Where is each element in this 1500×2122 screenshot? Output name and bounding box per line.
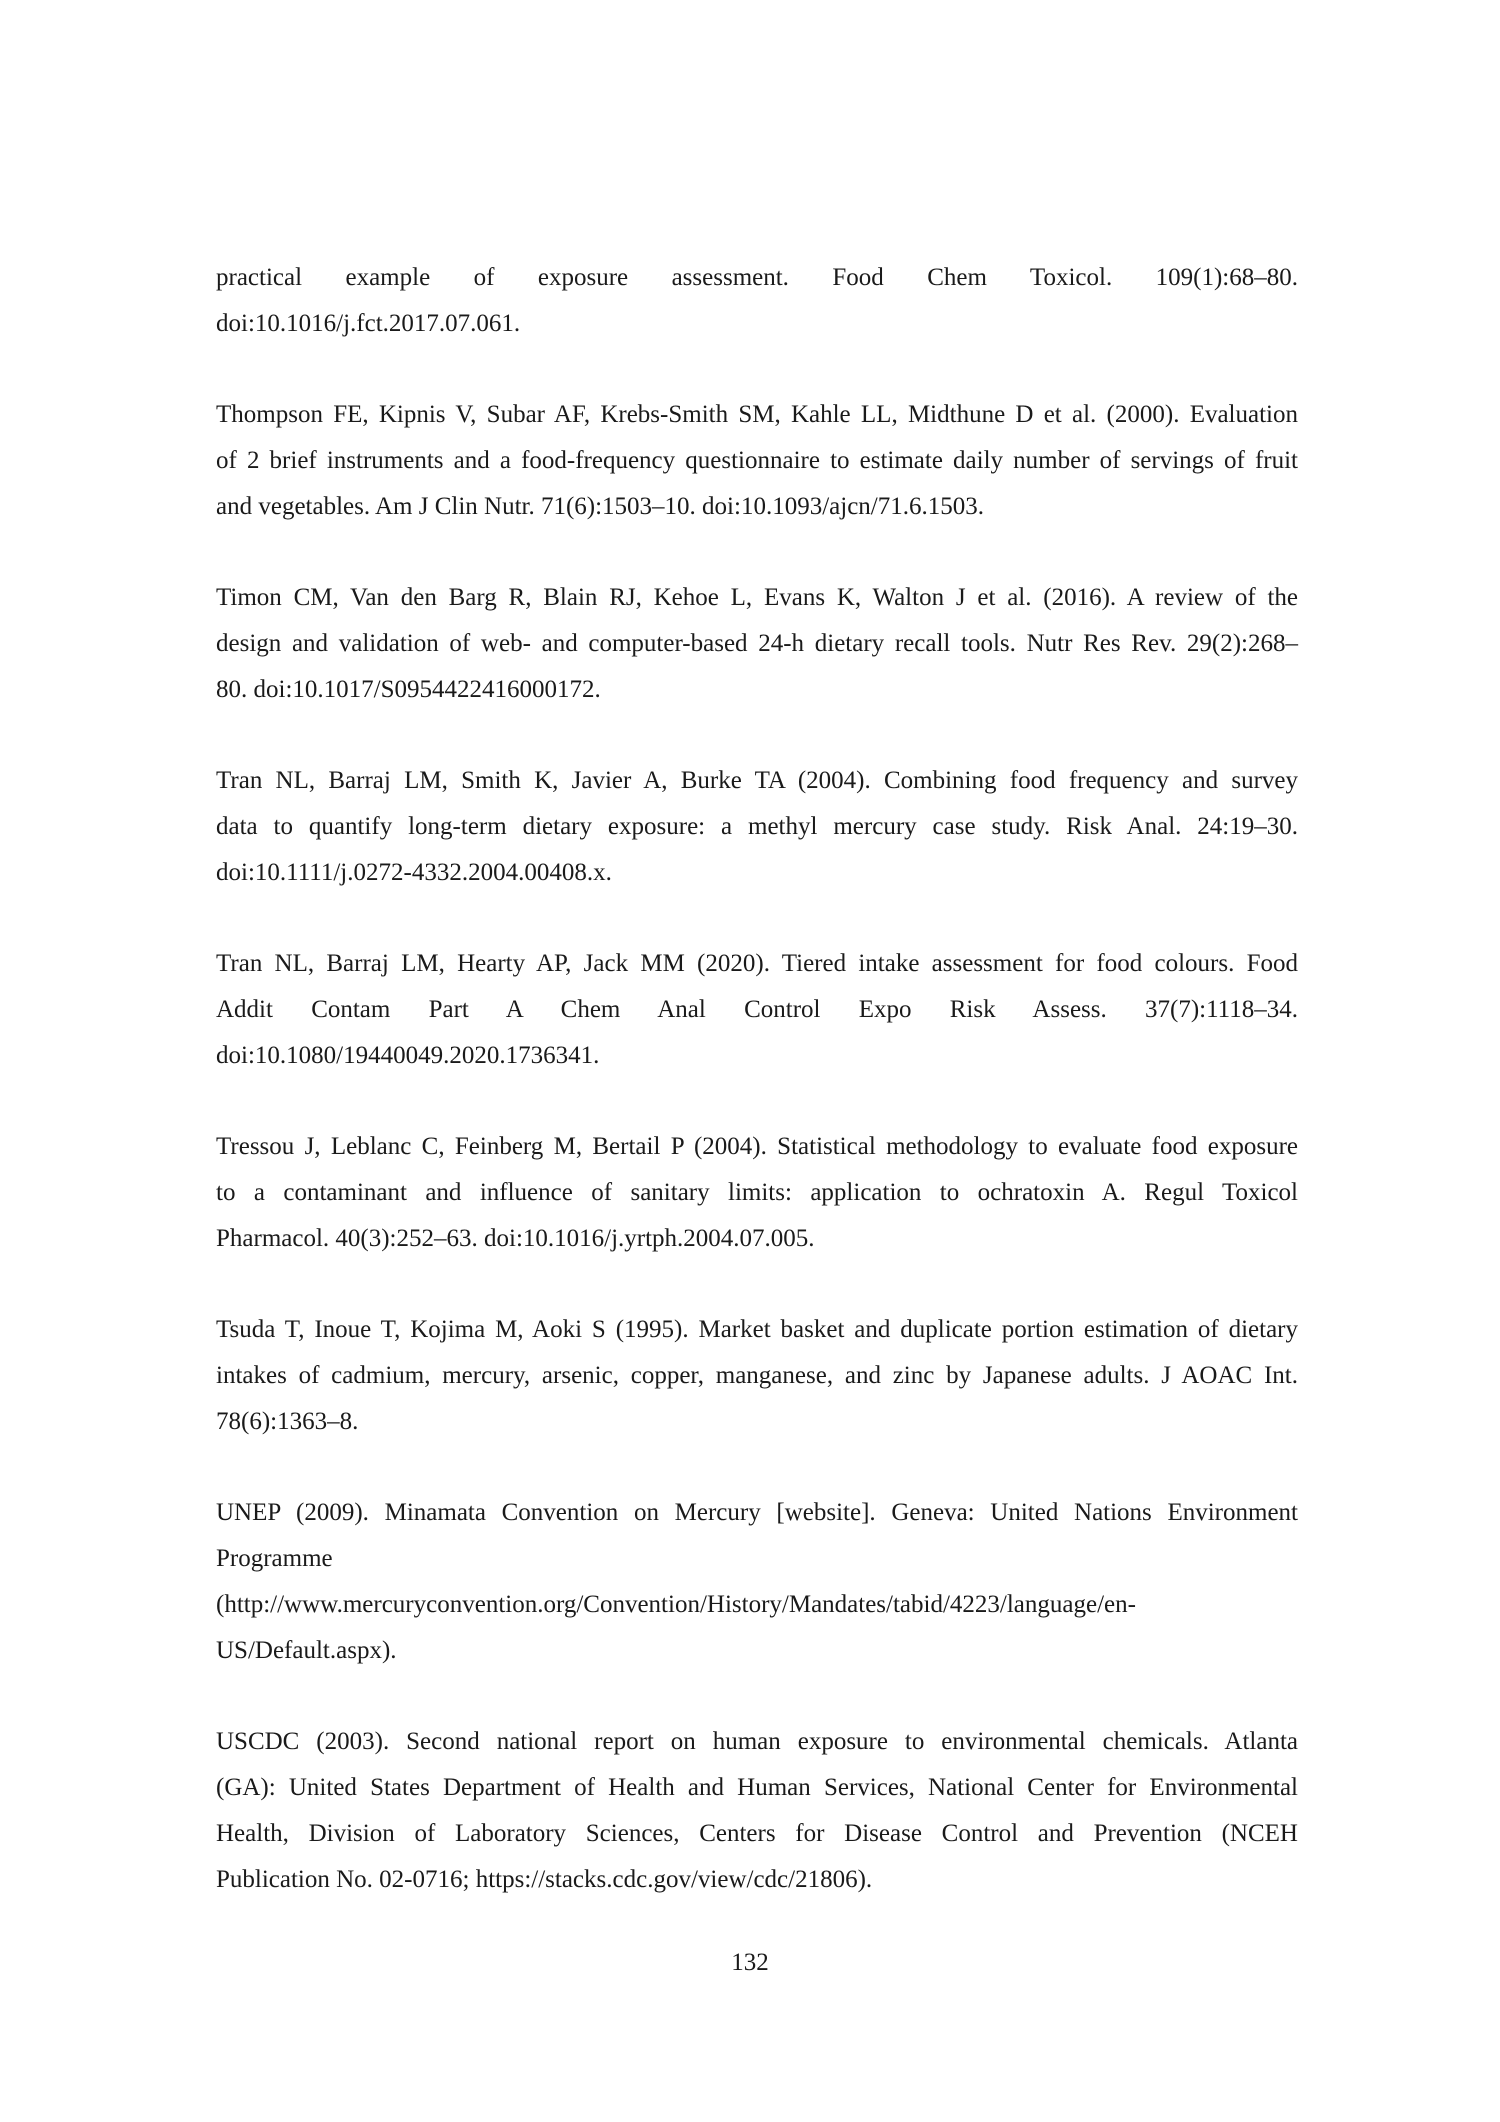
- reference-line: Addit Contam Part A Chem Anal Control Expo Risk Assess. 37(7):1118–34.: [216, 996, 1298, 1023]
- reference-line: and vegetables. Am J Clin Nutr. 71(6):1503–10. doi:10.1093/ajcn/71.6.1503.: [216, 493, 984, 520]
- reference-line: Tran NL, Barraj LM, Smith K, Javier A, Burke TA (2004). Combining food frequency and survey: [216, 767, 1298, 794]
- reference-list: [216, 255, 1298, 1903]
- reference-line: 80. doi:10.1017/S0954422416000172.: [216, 676, 601, 703]
- reference-entry: [216, 758, 1298, 896]
- reference-line: to a contaminant and influence of sanitary limits: application to ochratoxin A. Regul Toxicol: [216, 1179, 1298, 1206]
- reference-line: Thompson FE, Kipnis V, Subar AF, Krebs-Smith SM, Kahle LL, Midthune D et al. (2000). Evaluation: [216, 401, 1298, 428]
- reference-entry: [216, 1490, 1298, 1674]
- reference-line: design and validation of web- and computer-based 24-h dietary recall tools. Nutr Res Rev. 29(2):268–: [216, 630, 1298, 657]
- reference-line: doi:10.1016/j.fct.2017.07.061.: [216, 310, 521, 337]
- reference-line: UNEP (2009). Minamata Convention on Mercury [website]. Geneva: United Nations Environment: [216, 1499, 1298, 1526]
- reference-line: Pharmacol. 40(3):252–63. doi:10.1016/j.yrtph.2004.07.005.: [216, 1225, 815, 1252]
- reference-line: intakes of cadmium, mercury, arsenic, copper, manganese, and zinc by Japanese adults. J AOAC Int.: [216, 1362, 1298, 1389]
- reference-line: (http://www.mercuryconvention.org/Convention/History/Mandates/tabid/4223/language/en-: [216, 1591, 1136, 1618]
- reference-line: doi:10.1080/19440049.2020.1736341.: [216, 1042, 600, 1069]
- reference-entry: [216, 255, 1298, 347]
- reference-line: Publication No. 02-0716; https://stacks.cdc.gov/view/cdc/21806).: [216, 1866, 873, 1893]
- reference-line: 78(6):1363–8.: [216, 1408, 359, 1435]
- reference-line: Tsuda T, Inoue T, Kojima M, Aoki S (1995). Market basket and duplicate portion estimation of dietary: [216, 1316, 1298, 1343]
- reference-line: of 2 brief instruments and a food-frequency questionnaire to estimate daily number of servings of fruit: [216, 447, 1298, 474]
- reference-entry: [216, 1307, 1298, 1445]
- page-number: 132: [731, 1949, 769, 1976]
- reference-line: Programme: [216, 1545, 333, 1572]
- reference-entry: [216, 392, 1298, 530]
- reference-entry: [216, 575, 1298, 713]
- reference-line: practical example of exposure assessment. Food Chem Toxicol. 109(1):68–80.: [216, 264, 1298, 291]
- reference-line: USCDC (2003). Second national report on human exposure to environmental chemicals. Atlanta: [216, 1728, 1298, 1755]
- reference-line: Timon CM, Van den Barg R, Blain RJ, Kehoe L, Evans K, Walton J et al. (2016). A review of the: [216, 584, 1298, 611]
- reference-line: Health, Division of Laboratory Sciences, Centers for Disease Control and Prevention (NCEH: [216, 1820, 1298, 1847]
- reference-entry: [216, 941, 1298, 1079]
- reference-line: Tran NL, Barraj LM, Hearty AP, Jack MM (2020). Tiered intake assessment for food colours. Food: [216, 950, 1298, 977]
- reference-line: data to quantify long-term dietary exposure: a methyl mercury case study. Risk Anal. 24:19–30.: [216, 813, 1298, 840]
- reference-line: doi:10.1111/j.0272-4332.2004.00408.x.: [216, 859, 612, 886]
- reference-entry: [216, 1124, 1298, 1262]
- reference-line: US/Default.aspx).: [216, 1637, 397, 1664]
- reference-entry: [216, 1719, 1298, 1903]
- reference-line: Tressou J, Leblanc C, Feinberg M, Bertail P (2004). Statistical methodology to evaluate food exposure: [216, 1133, 1298, 1160]
- reference-line: (GA): United States Department of Health and Human Services, National Center for Environmental: [216, 1774, 1298, 1801]
